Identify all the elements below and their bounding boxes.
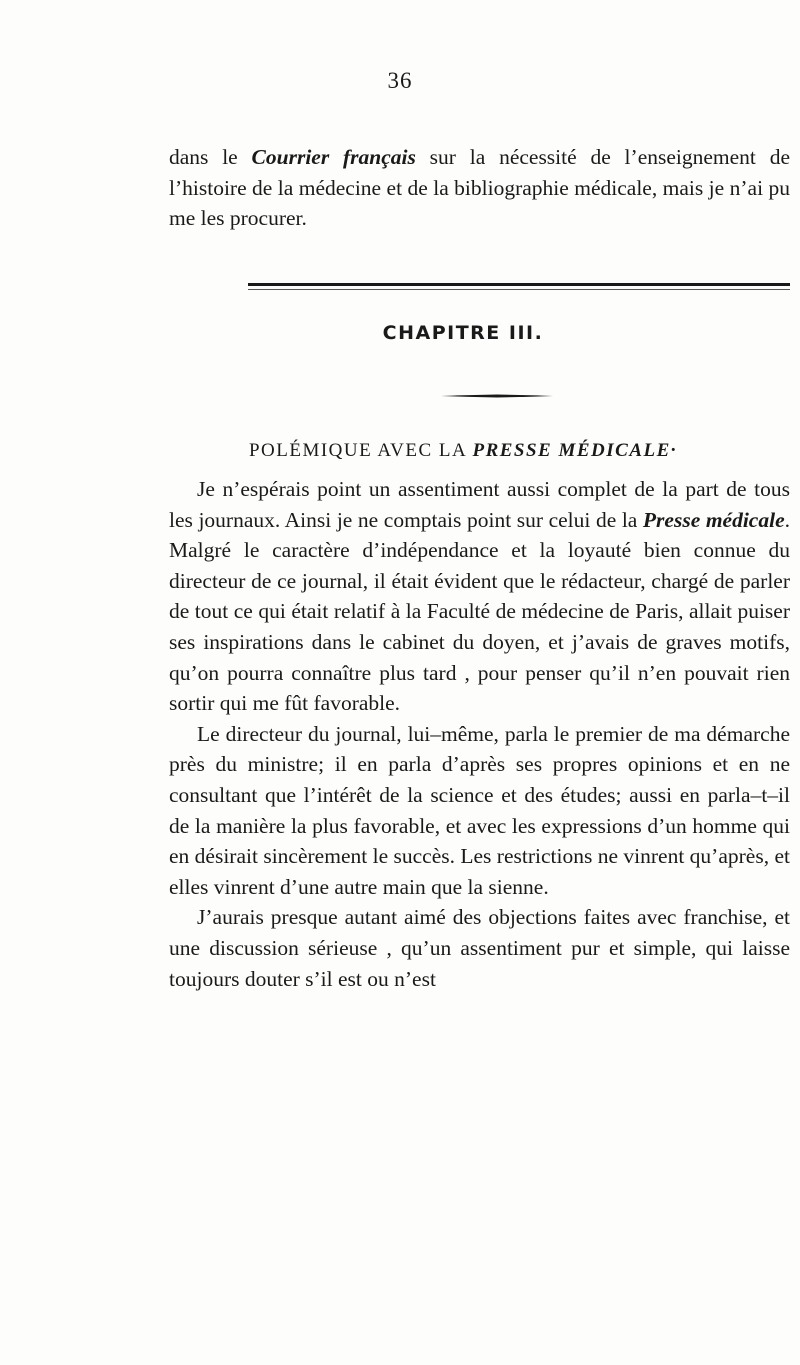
section-title bbox=[0, 440, 800, 462]
chapter-rule-thick bbox=[248, 283, 790, 286]
paragraph-1 bbox=[169, 474, 790, 719]
page-number: 36 bbox=[387, 68, 413, 93]
continuation-rest: sur la nécessité de l’enseignement de l’histoire de la médecine et de la bibliographie médicale, mais je n’ai pu me les procurer. bbox=[169, 145, 790, 231]
paragraph-1-end: . Malgré le caractère d’indépendance et la loyauté bien connue du directeur de ce journal, il était évident que le rédacteur, chargé de parler de tout ce qui était relatif à la Faculté de médecine de Paris, allait puiser ses inspirations dans le cabinet du doyen, et j’avais de graves motifs, qu’on pourra connaître plus tard , pour penser qu’il n’en pouvait rien sortir qui me fût favorable. bbox=[169, 507, 790, 716]
continuation-lead: dans le bbox=[169, 145, 252, 169]
continuation-paragraph bbox=[169, 142, 790, 234]
journal-title-courrier: Courrier français bbox=[251, 145, 416, 169]
paragraph-3: J’aurais presque autant aimé des objections faites avec franchise, et une discussion sérieuse , qu’un assentiment pur et simple, qui laisse toujours douter s’il est ou n’est bbox=[169, 905, 790, 991]
chapter-rule-thin bbox=[248, 289, 790, 290]
journal-title-presse: Presse médicale bbox=[642, 507, 785, 532]
paragraph-1-start: Je n’espérais point un assentiment aussi complet de la part de tous les journaux. Ainsi je ne comptais point sur celui de la bbox=[169, 477, 790, 532]
paragraph-2: Le directeur du journal, lui–même, parla le premier de ma démarche près du ministre; il en parla d’après ses propres opinions et en ne consultant que l’intérêt de la science et des études; aussi en parla–t–il de la manière la plus favorable, et avec les expressions d’un homme qui en désirait sincèrement le succès. Les restrictions ne vinrent qu’après, et elles vinrent d’une autre main que la sienne. bbox=[169, 721, 790, 899]
body-text bbox=[169, 474, 790, 994]
ornament-rule bbox=[441, 394, 553, 398]
chapter-heading: CHAPITRE III. bbox=[382, 322, 544, 344]
section-title-journal: PRESSE MÉDICALE· bbox=[472, 440, 678, 461]
section-title-prefix: POLÉMIQUE AVEC LA bbox=[248, 440, 473, 461]
